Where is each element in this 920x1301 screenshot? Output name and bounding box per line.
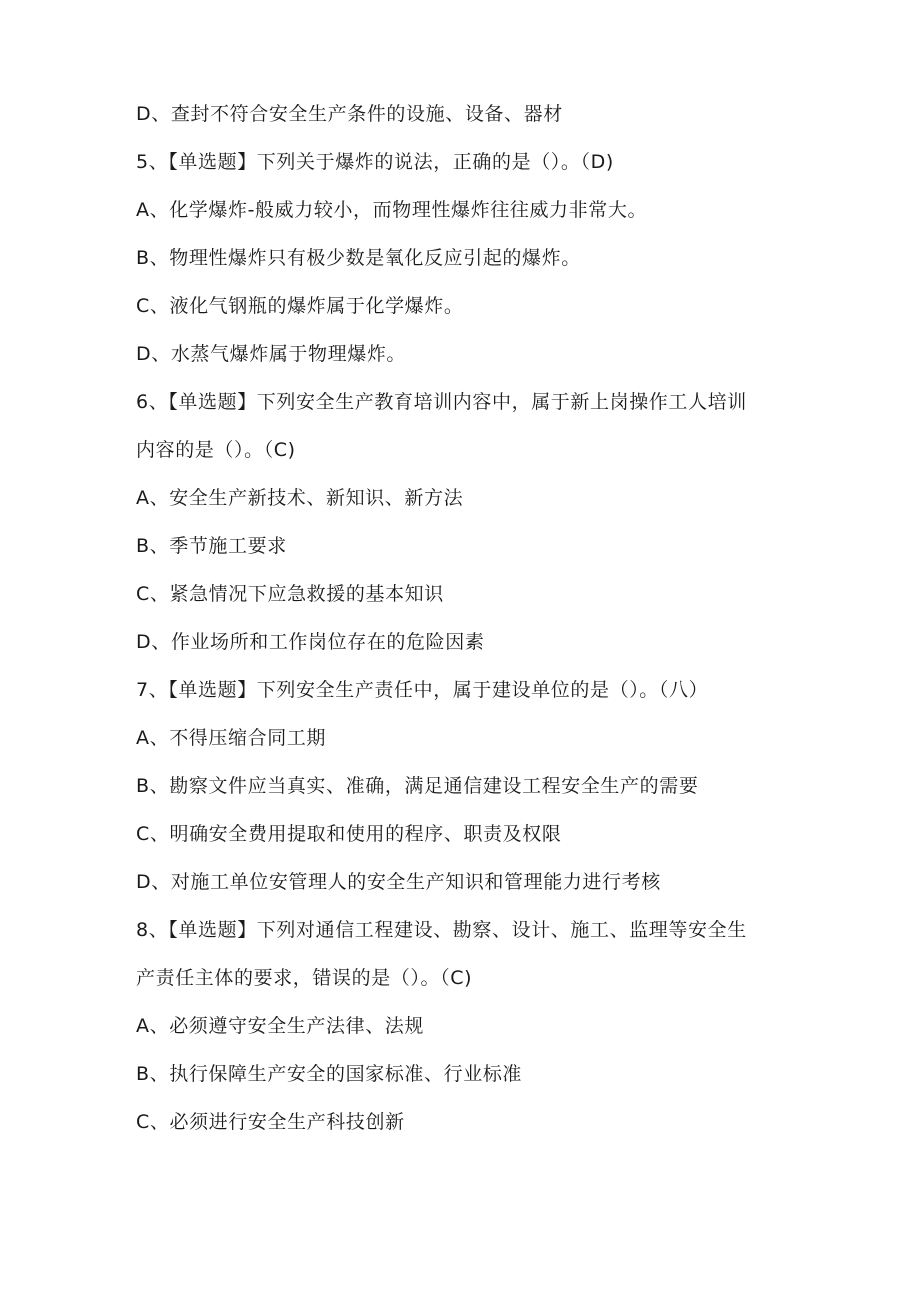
option-line: D、水蒸气爆炸属于物理爆炸。 <box>136 343 407 365</box>
option-line: B、季节施工要求 <box>136 535 287 557</box>
option-line: C、紧急情况下应急救援的基本知识 <box>136 583 444 605</box>
option-line: D、查封不符合安全生产条件的设施、设备、器材 <box>136 103 563 125</box>
option-line: C、液化气钢瓶的爆炸属于化学爆炸。 <box>136 295 464 317</box>
option-line: B、物理性爆炸只有极少数是氧化反应引起的爆炸。 <box>136 247 581 269</box>
option-line: C、明确安全费用提取和使用的程序、职责及权限 <box>136 823 562 845</box>
question-line: 8、【单选题】下列对通信工程建设、勘察、设计、施工、监理等安全生 <box>136 919 747 941</box>
option-line: C、必须进行安全生产科技创新 <box>136 1111 405 1133</box>
option-line: B、勘察文件应当真实、准确，满足通信建设工程安全生产的需要 <box>136 775 699 797</box>
question-line: 5、【单选题】下列关于爆炸的说法，正确的是（）。（D) <box>136 151 614 173</box>
option-line: A、安全生产新技术、新知识、新方法 <box>136 487 464 509</box>
option-line: A、化学爆炸-般威力较小，而物理性爆炸往往威力非常大。 <box>136 199 648 221</box>
option-line: A、必须遵守安全生产法律、法规 <box>136 1015 424 1037</box>
option-line: D、作业场所和工作岗位存在的危险因素 <box>136 631 485 653</box>
question-line: 产责任主体的要求，错误的是（）。（C) <box>136 967 473 989</box>
question-line: 7、【单选题】下列安全生产责任中，属于建设单位的是（）。（八） <box>136 679 709 701</box>
option-line: D、对施工单位安管理人的安全生产知识和管理能力进行考核 <box>136 871 661 893</box>
question-line: 内容的是（）。（C) <box>136 439 296 461</box>
question-line: 6、【单选题】下列安全生产教育培训内容中，属于新上岗操作工人培训 <box>136 391 747 413</box>
option-line: A、不得压缩合同工期 <box>136 727 326 749</box>
option-line: B、执行保障生产安全的国家标准、行业标准 <box>136 1063 523 1085</box>
